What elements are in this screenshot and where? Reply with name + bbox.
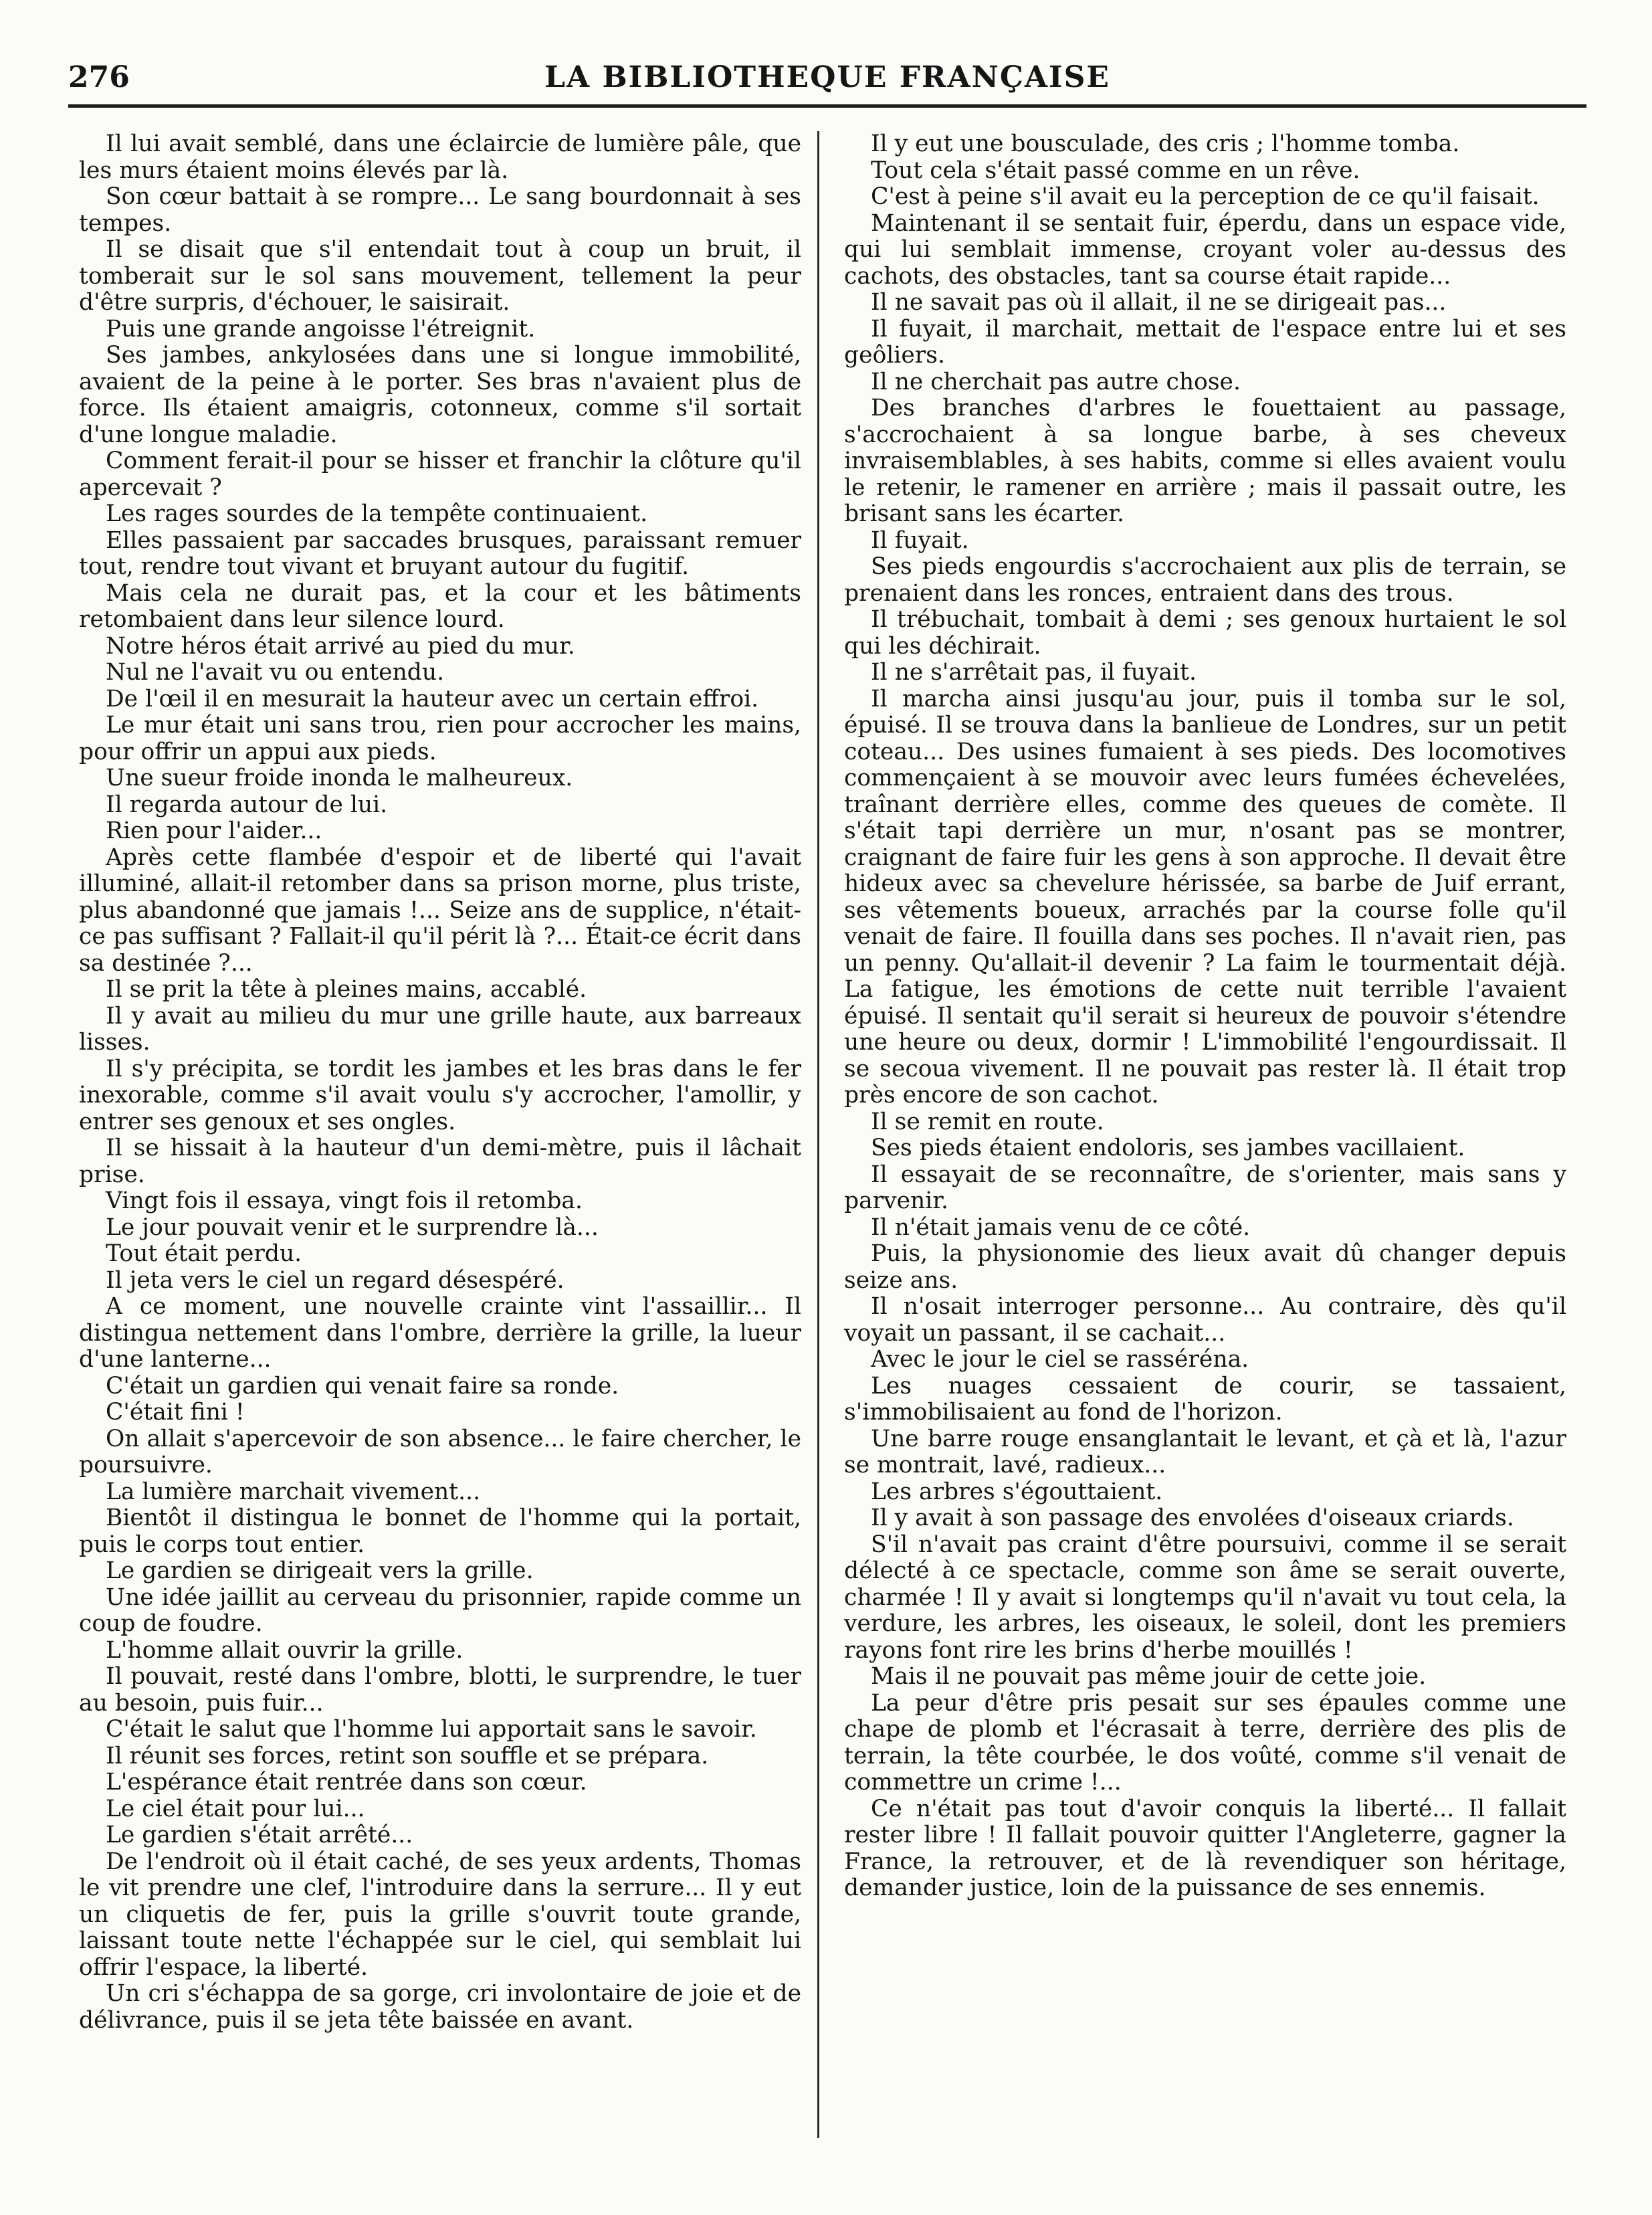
- paragraph: Ses pieds étaient endoloris, ses jambes vacillaient.: [871, 1135, 1465, 1161]
- paragraph: Il marcha ainsi jusqu'au jour, puis il tomba sur le sol, épuisé. Il se trouva dans la banlieue de Londres, sur un petit coteau... Des usines fumaient à ses pieds. Des locomotives commençaient à se mouvoir avec leurs fumées échevelées, traînant derrière elles, comme des queues de comète. Il s'était tapi derrière un mur, n'osant pas se montrer, craignant de faire fuir les gens à son approche. Il devait être hideux avec sa chevelure hérissée, sa barbe de Juif errant, ses vêtements boueux, arrachés par la course folle qu'il venait de faire. Il fouilla dans ses poches. Il n'avait rien, pas un penny. Qu'allait-il devenir ? La faim le tourmentait déjà. La fatigue, les émotions de cette nuit terrible l'avaient épuisé. Il sentait qu'il serait si heureux de pouvoir s'étendre une heure ou deux, dormir ! L'immobilité l'engourdissait. Il se secoua vivement. Il ne pouvait pas rester là. Il était trop près encore de son cachot.: [844, 685, 1566, 1109]
- paragraph: A ce moment, une nouvelle crainte vint l'assaillir... Il distingua nettement dans l'ombre, derrière la grille, la lueur d'une lanterne...: [79, 1293, 801, 1373]
- paragraph: De l'œil il en mesurait la hauteur avec un certain effroi.: [106, 685, 759, 712]
- paragraph: Elles passaient par saccades brusques, paraissant remuer tout, rendre tout vivant et bruyant autour du fugitif.: [79, 526, 801, 580]
- paragraph: Il se prit la tête à pleines mains, accablé.: [106, 976, 587, 1003]
- paragraph: Il ne cherchait pas autre chose.: [871, 368, 1241, 395]
- paragraph: L'homme allait ouvrir la grille.: [106, 1636, 463, 1664]
- paragraph: Une barre rouge ensanglantait le levant, et çà et là, l'azur se montrait, lavé, radieux...: [844, 1425, 1566, 1478]
- paragraph: Vingt fois il essaya, vingt fois il retomba.: [106, 1187, 583, 1214]
- paragraph: Le gardien s'était arrêté...: [106, 1822, 413, 1848]
- paragraph: Il pouvait, resté dans l'ombre, blotti, le surprendre, le tuer au besoin, puis fuir...: [79, 1663, 801, 1717]
- paragraph: Nul ne l'avait vu ou entendu.: [106, 659, 445, 686]
- paragraph: Il ne savait pas où il allait, il ne se dirigeait pas...: [871, 289, 1447, 316]
- paragraph: Le gardien se dirigeait vers la grille.: [106, 1557, 534, 1584]
- paragraph: On allait s'apercevoir de son absence... le faire chercher, le poursuivre.: [79, 1425, 801, 1478]
- paragraph: De l'endroit où il était caché, de ses yeux ardents, Thomas le vit prendre une clef, l'introduire dans la serrure... Il y eut un cliquetis de fer, puis la grille s'ouvrit toute grande, laissant toute nette l'échappée sur le ciel, qui semblait lui offrir l'espace, la liberté.: [79, 1848, 801, 1981]
- paragraph: Les arbres s'égouttaient.: [871, 1478, 1163, 1505]
- paragraph: S'il n'avait pas craint d'être poursuivi, comme il se serait délecté à ce spectacle, comme son âme se serait ouverte, charmée ! Il y avait si longtemps qu'il n'avait vu tout cela, la verdure, les arbres, les oiseaux, le soleil, dont les premiers rayons font rire les brins d'herbe mouillés !: [844, 1531, 1566, 1664]
- paragraph: Il ne s'arrêtait pas, il fuyait.: [871, 659, 1197, 686]
- paragraph: Une idée jaillit au cerveau du prisonnier, rapide comme un coup de foudre.: [79, 1583, 801, 1637]
- paragraph: Son cœur battait à se rompre... Le sang bourdonnait à ses tempes.: [79, 183, 801, 237]
- paragraph: Il se hissait à la hauteur d'un demi-mètre, puis il lâchait prise.: [79, 1135, 801, 1188]
- paragraph: Les rages sourdes de la tempête continuaient.: [106, 500, 648, 527]
- paragraph: La lumière marchait vivement...: [106, 1478, 481, 1505]
- paragraph: Il y eut une bousculade, des cris ; l'homme tomba.: [871, 130, 1460, 157]
- paragraph: Il fuyait, il marchait, mettait de l'espace entre lui et ses geôliers.: [844, 315, 1566, 369]
- paragraph: Il essayait de se reconnaître, de s'orienter, mais sans y parvenir.: [844, 1161, 1566, 1214]
- paragraph: Le mur était uni sans trou, rien pour accrocher les mains, pour offrir un appui aux pieds.: [79, 712, 801, 765]
- paragraph: Il regarda autour de lui.: [106, 791, 388, 818]
- paragraph: Il se disait que s'il entendait tout à coup un bruit, il tomberait sur le sol sans mouvement, tellement la peur d'être surpris, d'échouer, le saisirait.: [79, 236, 801, 316]
- paragraph: L'espérance était rentrée dans son cœur.: [106, 1769, 587, 1796]
- right-column: [844, 131, 1566, 1902]
- paragraph: Il jeta vers le ciel un regard désespéré.: [106, 1266, 564, 1294]
- running-title: LA BIBLIOTHEQUE FRANÇAISE: [544, 60, 1110, 94]
- paragraph: Ses pieds engourdis s'accrochaient aux plis de terrain, se prenaient dans les ronces, entraient dans des trous.: [844, 553, 1566, 607]
- paragraph: C'était fini !: [106, 1399, 245, 1426]
- paragraph: C'était un gardien qui venait faire sa ronde.: [106, 1372, 619, 1400]
- page-number: 276: [68, 60, 130, 94]
- paragraph: Mais cela ne durait pas, et la cour et les bâtiments retombaient dans leur silence lourd.: [79, 579, 801, 633]
- paragraph: Des branches d'arbres le fouettaient au passage, s'accrochaient à sa longue barbe, à ses cheveux invraisemblables, à ses habits, comme si elles avaient voulu le retenir, le ramener en arrière ; mais il passait outre, les brisant sans les écarter.: [844, 395, 1566, 527]
- column-divider: [817, 131, 819, 2138]
- paragraph: Avec le jour le ciel se rasséréna.: [871, 1346, 1249, 1373]
- paragraph: Le ciel était pour lui...: [106, 1795, 365, 1822]
- paragraph: Il fuyait.: [871, 526, 969, 554]
- paragraph: Il lui avait semblé, dans une éclaircie de lumière pâle, que les murs étaient moins élevés par là.: [79, 130, 801, 184]
- paragraph: Il s'y précipita, se tordit les jambes et les bras dans le fer inexorable, comme s'il avait voulu s'y accrocher, l'amollir, y entrer ses genoux et ses ongles.: [79, 1055, 801, 1135]
- paragraph: Comment ferait-il pour se hisser et franchir la clôture qu'il apercevait ?: [79, 448, 801, 501]
- page-header: [68, 60, 1586, 94]
- paragraph: Ce n'était pas tout d'avoir conquis la liberté... Il fallait rester libre ! Il fallait pouvoir quitter l'Angleterre, gagner la France, la retrouver, et de là revendiquer son héritage, demander justice, loin de la puissance de ses ennemis.: [844, 1795, 1566, 1901]
- header-rule: [68, 104, 1586, 108]
- paragraph: Il trébuchait, tombait à demi ; ses genoux hurtaient le sol qui les déchirait.: [844, 606, 1566, 660]
- paragraph: C'est à peine s'il avait eu la perception de ce qu'il faisait.: [871, 183, 1540, 210]
- paragraph: Puis une grande angoisse l'étreignit.: [106, 315, 536, 343]
- paragraph: Les nuages cessaient de courir, se tassaient, s'immobilisaient au fond de l'horizon.: [844, 1372, 1566, 1426]
- paragraph: Il réunit ses forces, retint son souffle et se prépara.: [106, 1742, 709, 1769]
- paragraph: Mais il ne pouvait pas même jouir de cette joie.: [871, 1663, 1427, 1690]
- paragraph: Puis, la physionomie des lieux avait dû changer depuis seize ans.: [844, 1240, 1566, 1294]
- paragraph: Tout cela s'était passé comme en un rêve.: [871, 157, 1360, 184]
- left-column: [79, 131, 801, 2034]
- paragraph: Il y avait à son passage des envolées d'oiseaux criards.: [871, 1505, 1514, 1531]
- paragraph: Une sueur froide inonda le malheureux.: [106, 765, 573, 791]
- paragraph: Ses jambes, ankylosées dans une si longue immobilité, avaient de la peine à le porter. Ses bras n'avaient plus de force. Ils étaient amaigris, cotonneux, comme s'il sortait d'une longue maladie.: [79, 342, 801, 448]
- paragraph: Notre héros était arrivé au pied du mur.: [106, 632, 575, 660]
- paragraph: Rien pour l'aider...: [106, 817, 322, 844]
- paragraph: Bientôt il distingua le bonnet de l'homme qui la portait, puis le corps tout entier.: [79, 1505, 801, 1558]
- paragraph: Il n'était jamais venu de ce côté.: [871, 1214, 1251, 1241]
- paragraph: Maintenant il se sentait fuir, éperdu, dans un espace vide, qui lui semblait immense, croyant voler au-dessus des cachots, des obstacles, tant sa course était rapide...: [844, 209, 1566, 290]
- paragraph: Il y avait au milieu du mur une grille haute, aux barreaux lisses.: [79, 1002, 801, 1056]
- paragraph: La peur d'être pris pesait sur ses épaules comme une chape de plomb et l'écrasait à terre, derrière des plis de terrain, la tête courbée, le dos voûté, comme s'il venait de commettre un crime !...: [844, 1689, 1566, 1796]
- paragraph: Il se remit en route.: [871, 1108, 1104, 1135]
- paragraph: Le jour pouvait venir et le surprendre là...: [106, 1214, 599, 1241]
- paragraph: Un cri s'échappa de sa gorge, cri involontaire de joie et de délivrance, puis il se jeta tête baissée en avant.: [79, 1980, 801, 2034]
- paragraph: C'était le salut que l'homme lui apportait sans le savoir.: [106, 1716, 757, 1743]
- paragraph: Il n'osait interroger personne... Au contraire, dès qu'il voyait un passant, il se cachait...: [844, 1293, 1566, 1347]
- paragraph: Tout était perdu.: [106, 1240, 302, 1267]
- paragraph: Après cette flambée d'espoir et de liberté qui l'avait illuminé, allait-il retomber dans sa prison morne, plus triste, plus abandonné que jamais !... Seize ans de supplice, n'était-ce pas suffisant ? Fallait-il qu'il périt là ?... Était-ce écrit dans sa destinée ?...: [79, 844, 801, 977]
